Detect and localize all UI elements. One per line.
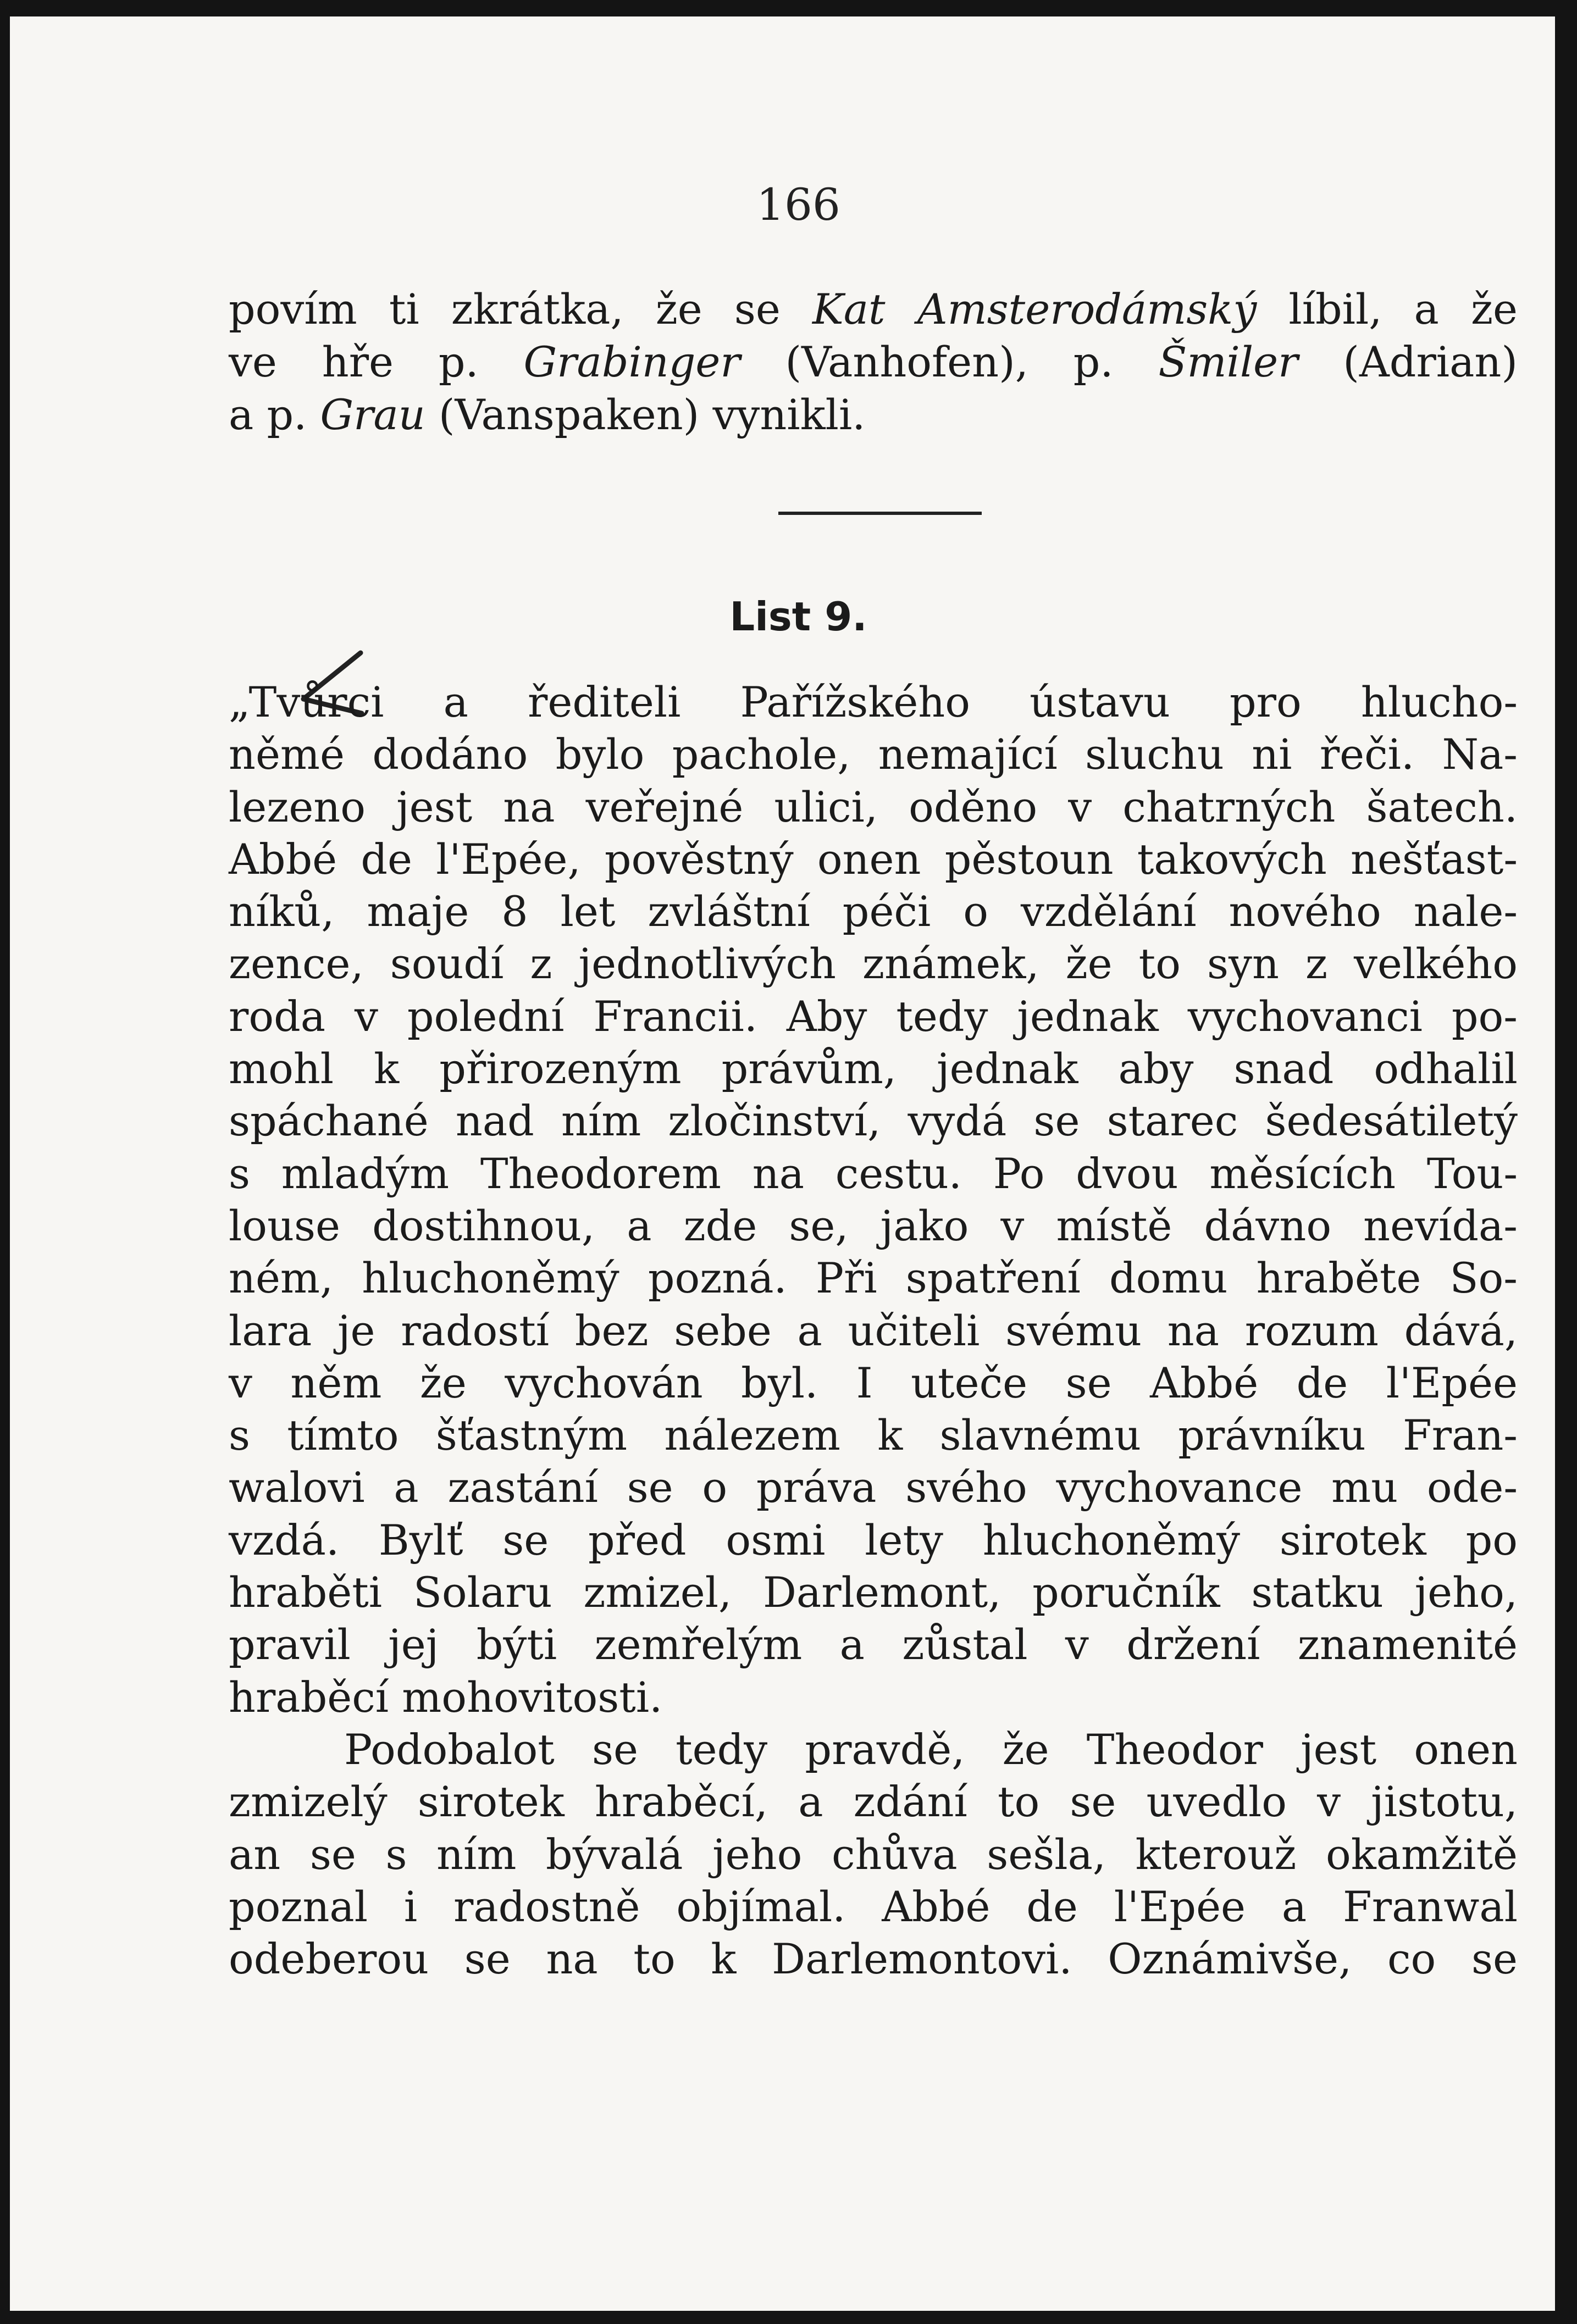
- section-divider: [778, 512, 982, 515]
- body-line: roda v polední Francii. Aby tedy jednak vychovanci po-: [229, 991, 1518, 1041]
- body-line: níků, maje 8 let zvláštní péči o vzdělání nového nale-: [229, 887, 1518, 936]
- body-line: pravil jej býti zemřelým a zůstal v držení znamenité: [229, 1620, 1518, 1669]
- body-line: Podobalot se tedy pravdě, že Theodor jest onen: [344, 1724, 1518, 1774]
- body-line: hraběcí mohovitosti.: [229, 1672, 663, 1722]
- intro-paragraph: [229, 283, 1518, 441]
- body-line: louse dostihnou, a zde se, jako v místě dávno nevída-: [229, 1201, 1518, 1250]
- body-line: spáchané nad ním zločinství, vydá se starec šedesátiletý: [229, 1096, 1518, 1146]
- body-line: s mladým Theodorem na cestu. Po dvou měsících Tou-: [229, 1149, 1518, 1198]
- actor-name: Grau: [320, 390, 425, 439]
- intro-line: povím ti zkrátka, že se Kat Amsterodámský líbil, a že: [229, 285, 1518, 334]
- body-line: an se s ním bývalá jeho chůva sešla, kterouž okamžitě: [229, 1829, 1518, 1879]
- body-line: zence, soudí z jednotlivých známek, že to syn z velkého: [229, 939, 1518, 989]
- body-line: s tímto šťastným nálezem k slavnému právníku Fran-: [229, 1411, 1518, 1460]
- body-line: lezeno jest na veřejné ulici, oděno v chatrných šatech.: [229, 782, 1518, 831]
- letter-body: [229, 676, 1518, 1985]
- intro-line: ve hře p. Grabinger (Vanhofen), p. Šmiler (Adrian): [229, 337, 1518, 386]
- play-title: Kat Amsterodámský: [812, 285, 1257, 334]
- letter-heading: List 9.: [729, 594, 867, 640]
- body-line: hraběti Solaru zmizel, Darlemont, poručník statku jeho,: [229, 1568, 1518, 1617]
- page-number: 166: [756, 179, 840, 230]
- actor-name: Šmiler: [1158, 337, 1298, 386]
- body-line: „Tvůrci a řediteli Pařížského ústavu pro hlucho-: [229, 678, 1518, 726]
- actor-name: Grabinger: [523, 337, 740, 386]
- body-line: zmizelý sirotek hraběcí, a zdání to se uvedlo v jistotu,: [229, 1777, 1518, 1827]
- body-line: walovi a zastání se o práva svého vychovance mu ode-: [229, 1463, 1518, 1512]
- body-line: němé dodáno bylo pachole, nemající sluchu ni řeči. Na-: [229, 730, 1518, 779]
- body-line: ném, hluchoněmý pozná. Při spatření domu hraběte So-: [229, 1253, 1518, 1303]
- body-line: odeberou se na to k Darlemontovi. Oznámivše, co se: [229, 1934, 1518, 1984]
- body-line: poznal i radostně objímal. Abbé de l'Epée a Franwal: [229, 1882, 1518, 1931]
- body-line: vzdá. Bylť se před osmi lety hluchoněmý sirotek po: [229, 1515, 1518, 1565]
- body-line: lara je radostí bez sebe a učiteli svému na rozum dává,: [229, 1306, 1518, 1355]
- body-line: v něm že vychován byl. I uteče se Abbé de l'Epée: [229, 1358, 1518, 1407]
- body-line: mohl k přirozeným právům, jednak aby snad odhalil: [229, 1044, 1518, 1094]
- intro-line: a p. Grau (Vanspaken) vynikli.: [229, 390, 866, 439]
- body-line: Abbé de l'Epée, pověstný onen pěstoun takových nešťast-: [229, 834, 1518, 884]
